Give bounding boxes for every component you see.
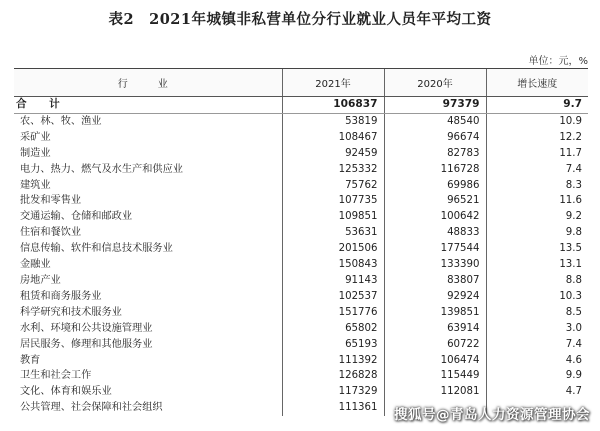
table-row-total [14,97,588,114]
cell-industry: 房地产业 [20,274,61,286]
cell-wage-2021: 151776 [282,305,384,321]
table-row [14,305,588,321]
cell-wage-2020: 48540 [384,113,486,129]
cell-wage-2020: 92924 [384,289,486,305]
cell-wage-2020: 115449 [384,368,486,384]
cell-growth-rate: 10.9 [486,113,588,129]
cell-growth-rate: 9.8 [486,225,588,241]
cell-wage-2020: 82783 [384,146,486,162]
source-watermark: 搜狐号@青岛人力资源管理协会 [394,407,590,423]
cell-wage-2020: 177544 [384,241,486,257]
column-header-2021: 2021年 [282,69,384,97]
wage-table [14,68,588,416]
table-row [14,337,588,353]
cell-wage-2020: 116728 [384,162,486,178]
cell-industry: 合 计 [14,97,282,114]
cell-wage-2021: 75762 [282,178,384,194]
table-row [14,178,588,194]
cell-wage-2020: 100642 [384,209,486,225]
table-row [14,257,588,273]
table-row [14,225,588,241]
cell-wage-2020: 112081 [384,384,486,400]
cell-industry: 公共管理、社会保障和社会组织 [20,402,163,414]
cell-wage-2020: 133390 [384,257,486,273]
table-title: 表2 2021年城镇非私营单位分行业就业人员年平均工资 [108,11,492,28]
table-row [14,162,588,178]
cell-growth-rate: 4.6 [486,353,588,369]
cell-wage-2020: 69986 [384,178,486,194]
cell-wage-2020: 60722 [384,337,486,353]
cell-wage-2020: 83807 [384,273,486,289]
cell-industry: 采矿业 [20,131,51,143]
cell-wage-2021: 53819 [282,113,384,129]
cell-growth-rate: 3.0 [486,321,588,337]
cell-industry: 教育 [20,354,41,366]
column-header-growth: 增长速度 [486,69,588,97]
column-header-industry: 行 业 [14,69,282,97]
cell-wage-2020: 48833 [384,225,486,241]
table-header-row [14,69,588,97]
cell-growth-rate: 4.7 [486,384,588,400]
cell-industry: 文化、体育和娱乐业 [20,386,112,398]
cell-wage-2020: 96521 [384,193,486,209]
table-row [14,209,588,225]
cell-growth-rate: 9.7 [486,97,588,114]
cell-wage-2021: 111392 [282,353,384,369]
cell-growth-rate: 11.7 [486,146,588,162]
cell-industry: 农、林、牧、渔业 [20,115,102,127]
cell-industry: 居民服务、修理和其他服务业 [20,338,153,350]
cell-growth-rate: 12.2 [486,130,588,146]
cell-industry: 信息传输、软件和信息技术服务业 [20,243,173,255]
cell-growth-rate: 11.6 [486,193,588,209]
cell-wage-2021: 201506 [282,241,384,257]
table-row [14,289,588,305]
table-row [14,368,588,384]
cell-industry: 金融业 [20,259,51,271]
cell-wage-2020: 96674 [384,130,486,146]
table-row [14,130,588,146]
cell-industry: 建筑业 [20,179,51,191]
cell-wage-2021: 92459 [282,146,384,162]
cell-wage-2021: 111361 [282,400,384,416]
cell-wage-2020: 106474 [384,353,486,369]
cell-wage-2021: 106837 [282,97,384,114]
cell-industry: 租赁和商务服务业 [20,290,102,302]
cell-growth-rate: 9.2 [486,209,588,225]
cell-wage-2021: 102537 [282,289,384,305]
cell-wage-2021: 108467 [282,130,384,146]
cell-wage-2020: 97379 [384,97,486,114]
cell-industry: 卫生和社会工作 [20,370,92,382]
cell-growth-rate: 7.4 [486,162,588,178]
cell-wage-2021: 65193 [282,337,384,353]
table-row [14,193,588,209]
cell-wage-2021: 65802 [282,321,384,337]
cell-wage-2021: 150843 [282,257,384,273]
cell-wage-2021: 53631 [282,225,384,241]
table-row [14,113,588,129]
cell-industry: 住宿和餐饮业 [20,227,82,239]
cell-wage-2021: 125332 [282,162,384,178]
cell-growth-rate: 8.5 [486,305,588,321]
cell-industry: 制造业 [20,147,51,159]
cell-growth-rate: 8.8 [486,273,588,289]
cell-industry: 科学研究和技术服务业 [20,306,122,318]
table-row [14,353,588,369]
cell-industry: 水利、环境和公共设施管理业 [20,322,153,334]
cell-growth-rate: 8.3 [486,178,588,194]
table-row [14,384,588,400]
table-body [14,97,588,417]
cell-growth-rate: 13.1 [486,257,588,273]
cell-industry: 批发和零售业 [20,195,82,207]
cell-wage-2021: 117329 [282,384,384,400]
table-row [14,273,588,289]
cell-growth-rate: 13.5 [486,241,588,257]
cell-wage-2020: 63914 [384,321,486,337]
cell-wage-2021: 91143 [282,273,384,289]
table-row [14,321,588,337]
table-row [14,241,588,257]
cell-wage-2021: 107735 [282,193,384,209]
cell-wage-2021: 126828 [282,368,384,384]
cell-wage-2020: 139851 [384,305,486,321]
table-row [14,146,588,162]
cell-industry: 电力、热力、燃气及水生产和供应业 [20,163,183,175]
cell-wage-2021: 109851 [282,209,384,225]
cell-growth-rate: 10.3 [486,289,588,305]
cell-industry: 交通运输、仓储和邮政业 [20,211,133,223]
unit-note: 单位：元，% [528,56,588,67]
cell-growth-rate: 9.9 [486,368,588,384]
cell-growth-rate: 7.4 [486,337,588,353]
column-header-2020: 2020年 [384,69,486,97]
